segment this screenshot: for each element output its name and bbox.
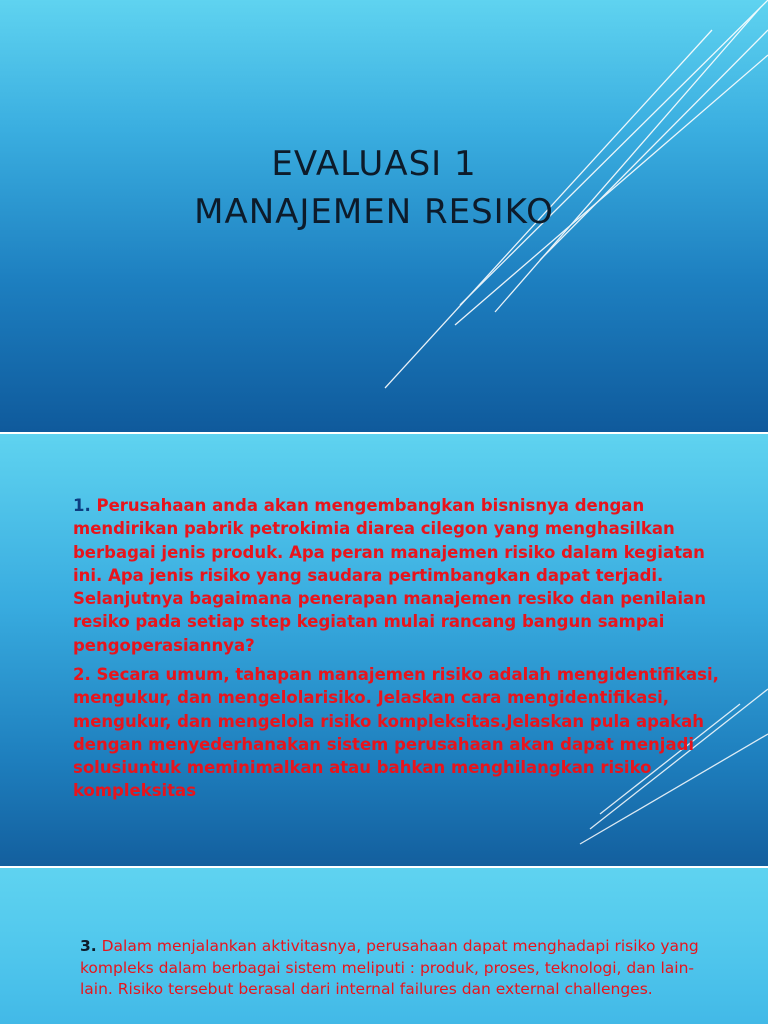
question-3-number: 3. [80,937,97,955]
question-1-text: Perusahaan anda akan mengembangkan bisnisnya dengan mendirikan pabrik petrokimia diarea cilegon yang menghasilkan berbagai jenis produk. Apa peran manajemen risiko dalam kegiatan ini. Apa jenis risiko yang saudara pertimbangkan dapat terjadi. Selanjutnya bagaimana penerapan manajemen resiko dan penilaian resiko pada setiap step kegiatan mulai rancang bangun sampai pengoperasiannya? [73,496,706,655]
question-1 [73,494,733,657]
question-slide-2 [0,868,768,1024]
question-3-text: Dalam menjalankan aktivitasnya, perusahaan dapat menghadapi risiko yang kompleks dalam berbagai sistem meliputi : produk, proses, teknologi, dan lain-lain. Risiko tersebut berasal dari internal failures dan external challenges. [80,937,699,998]
question-3 [80,936,720,1001]
question-1-number: 1. [73,496,91,515]
title-slide [0,0,768,432]
question-2-text: 2. Secara umum, tahapan manajemen risiko adalah mengidentifikasi, mengukur, dan mengelolarisiko. Jelaskan cara mengidentifikasi, mengukur, dan mengelola risiko kompleksitas.Jelaskan pula apakah dengan menyederhanakan sistem perusahaan akan dapat menjadi solusiuntuk meminimalkan atau bahkan menghilangkan risiko kompleksitas [73,665,719,801]
question-slide-1 [0,434,768,866]
title-line-2: MANAJEMEN RESIKO [194,192,554,232]
question-2 [73,663,733,803]
slide-title [0,140,748,236]
title-line-1: EVALUASI 1 [271,144,477,184]
